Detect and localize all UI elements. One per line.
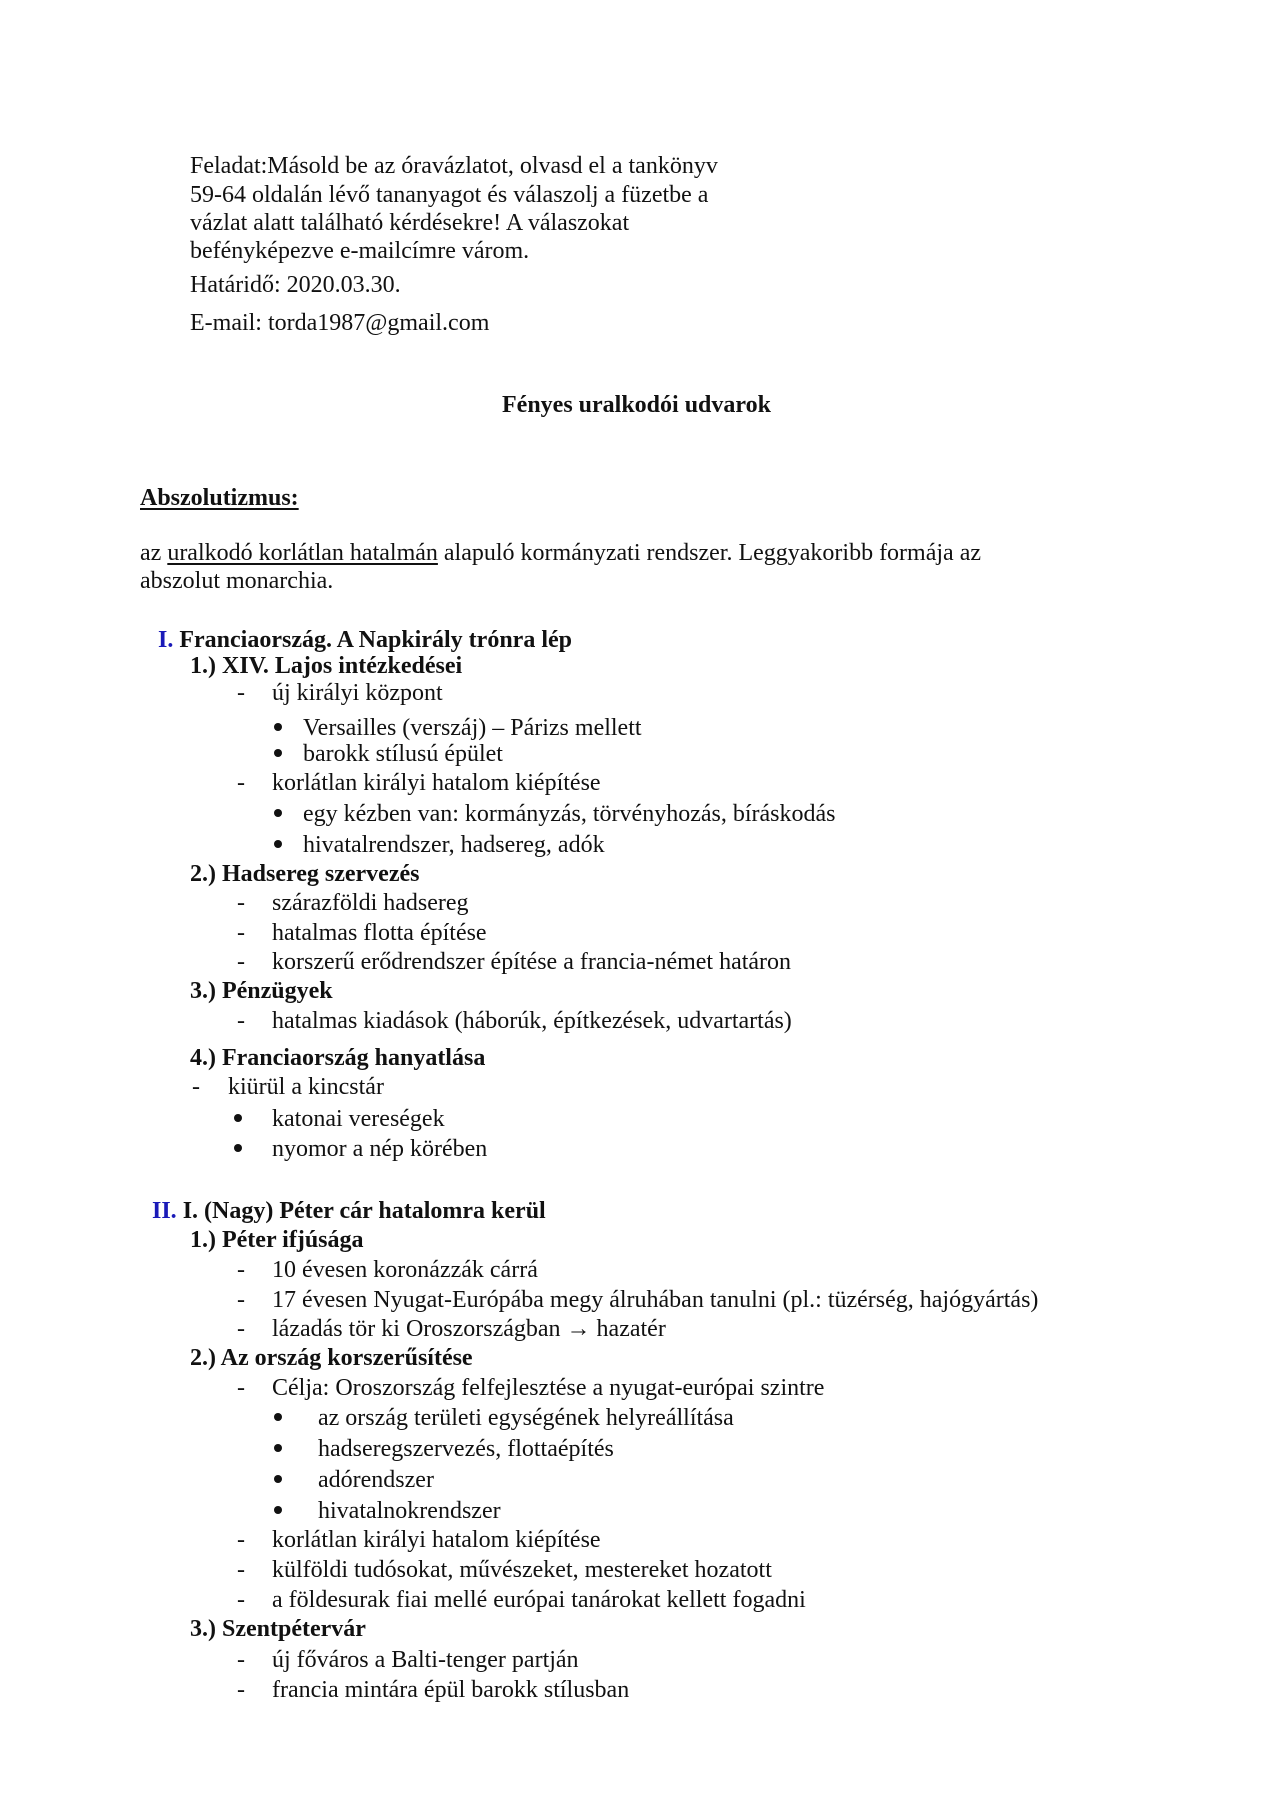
list-item: hatalmas flotta építése: [272, 920, 487, 946]
page-title: Fényes uralkodói udvarok: [502, 392, 771, 418]
bullet-icon: [274, 723, 282, 731]
subsection-heading: 2.) Az ország korszerűsítése: [190, 1345, 473, 1371]
list-item: kiürül a kincstár: [228, 1074, 384, 1100]
list-item: francia mintára épül barokk stílusban: [272, 1677, 630, 1703]
dash-marker: -: [192, 1074, 200, 1100]
list-item: új főváros a Balti-tenger partján: [272, 1647, 579, 1673]
bullet-icon: [274, 1506, 282, 1514]
dash-marker: -: [237, 680, 245, 706]
list-item: korlátlan királyi hatalom kiépítése: [272, 1527, 601, 1553]
dash-marker: -: [237, 1557, 245, 1583]
task-line: Feladat:Másold be az óravázlatot, olvasd el a tankönyv: [190, 153, 718, 179]
definition-line-2: abszolut monarchia.: [140, 568, 334, 594]
deadline: Határidő: 2020.03.30.: [190, 272, 401, 298]
bullet-icon: [274, 1413, 282, 1421]
bullet-icon: [274, 1475, 282, 1483]
list-item: a földesurak fiai mellé európai tanárokat kellett fogadni: [272, 1587, 806, 1613]
list-item: 17 évesen Nyugat-Európába megy álruhában tanulni (pl.: tüzérség, hajógyártás): [272, 1287, 1039, 1313]
subsection-heading: 3.) Szentpétervár: [190, 1616, 366, 1642]
dash-marker: -: [237, 890, 245, 916]
list-item: korszerű erődrendszer építése a francia-német határon: [272, 949, 792, 975]
bullet-icon: [274, 1444, 282, 1452]
list-item: lázadás tör ki Oroszországban → hazatér: [272, 1316, 666, 1342]
task-line: vázlat alatt található kérdésekre! A válaszokat: [190, 210, 630, 236]
section-heading: [158, 626, 572, 654]
list-item: szárazföldi hadsereg: [272, 890, 469, 916]
list-item: hatalmas kiadások (háborúk, építkezések, udvartartás): [272, 1008, 792, 1034]
bullet-item: barokk stílusú épület: [303, 741, 503, 767]
bullet-icon: [234, 1114, 242, 1122]
dash-marker: -: [237, 770, 245, 796]
email: E-mail: torda1987@gmail.com: [190, 310, 490, 336]
definition-post: alapuló kormányzati rendszer. Leggyakoribb formája az: [437, 540, 981, 566]
bullet-icon: [274, 749, 282, 757]
definition-term: Abszolutizmus:: [140, 485, 299, 511]
bullet-item: Versailles (verszáj) – Párizs mellett: [303, 715, 642, 741]
list-item: új királyi központ: [272, 680, 443, 706]
section-numeral: I.: [158, 627, 174, 653]
subsection-heading: 2.) Hadsereg szervezés: [190, 861, 420, 887]
definition-line: [140, 539, 981, 567]
definition-underlined: uralkodó korlátlan hatalmán: [167, 540, 438, 566]
dash-marker: -: [237, 1008, 245, 1034]
bullet-item: nyomor a nép körében: [272, 1136, 488, 1162]
dash-marker: -: [237, 1375, 245, 1401]
bullet-item: hadseregszervezés, flottaépítés: [318, 1436, 614, 1462]
list-item: külföldi tudósokat, művészeket, mestereket hozatott: [272, 1557, 772, 1583]
bullet-item: hivatalrendszer, hadsereg, adók: [303, 832, 605, 858]
dash-marker: -: [237, 949, 245, 975]
task-line: 59-64 oldalán lévő tananyagot és válaszolj a füzetbe a: [190, 182, 709, 208]
section-numeral: II.: [152, 1198, 177, 1224]
bullet-item: hivatalnokrendszer: [318, 1498, 501, 1524]
bullet-item: egy kézben van: kormányzás, törvényhozás, bíráskodás: [303, 801, 836, 827]
section-title: I. (Nagy) Péter cár hatalomra kerül: [182, 1198, 546, 1224]
bullet-item: adórendszer: [318, 1467, 434, 1493]
dash-marker: -: [237, 1587, 245, 1613]
dash-marker: -: [237, 1677, 245, 1703]
subsection-heading: 1.) Péter ifjúsága: [190, 1227, 364, 1253]
task-line: befényképezve e-mailcímre várom.: [190, 238, 530, 264]
definition-pre: az: [140, 540, 168, 566]
dash-marker: -: [237, 1527, 245, 1553]
dash-marker: -: [237, 1316, 245, 1342]
section-heading: [152, 1197, 546, 1225]
list-item: korlátlan királyi hatalom kiépítése: [272, 770, 601, 796]
dash-marker: -: [237, 920, 245, 946]
subsection-heading: 1.) XIV. Lajos intézkedései: [190, 653, 463, 679]
bullet-icon: [234, 1144, 242, 1152]
dash-marker: -: [237, 1287, 245, 1313]
subsection-heading: 3.) Pénzügyek: [190, 978, 333, 1004]
bullet-icon: [274, 809, 282, 817]
bullet-icon: [274, 840, 282, 848]
dash-marker: -: [237, 1257, 245, 1283]
subsection-heading: 4.) Franciaország hanyatlása: [190, 1045, 486, 1071]
bullet-item: az ország területi egységének helyreállítása: [318, 1405, 734, 1431]
list-item: Célja: Oroszország felfejlesztése a nyugat-európai szintre: [272, 1375, 825, 1401]
dash-marker: -: [237, 1647, 245, 1673]
section-title: Franciaország. A Napkirály trónra lép: [179, 627, 572, 653]
bullet-item: katonai vereségek: [272, 1106, 445, 1132]
list-item: 10 évesen koronázzák cárrá: [272, 1257, 538, 1283]
